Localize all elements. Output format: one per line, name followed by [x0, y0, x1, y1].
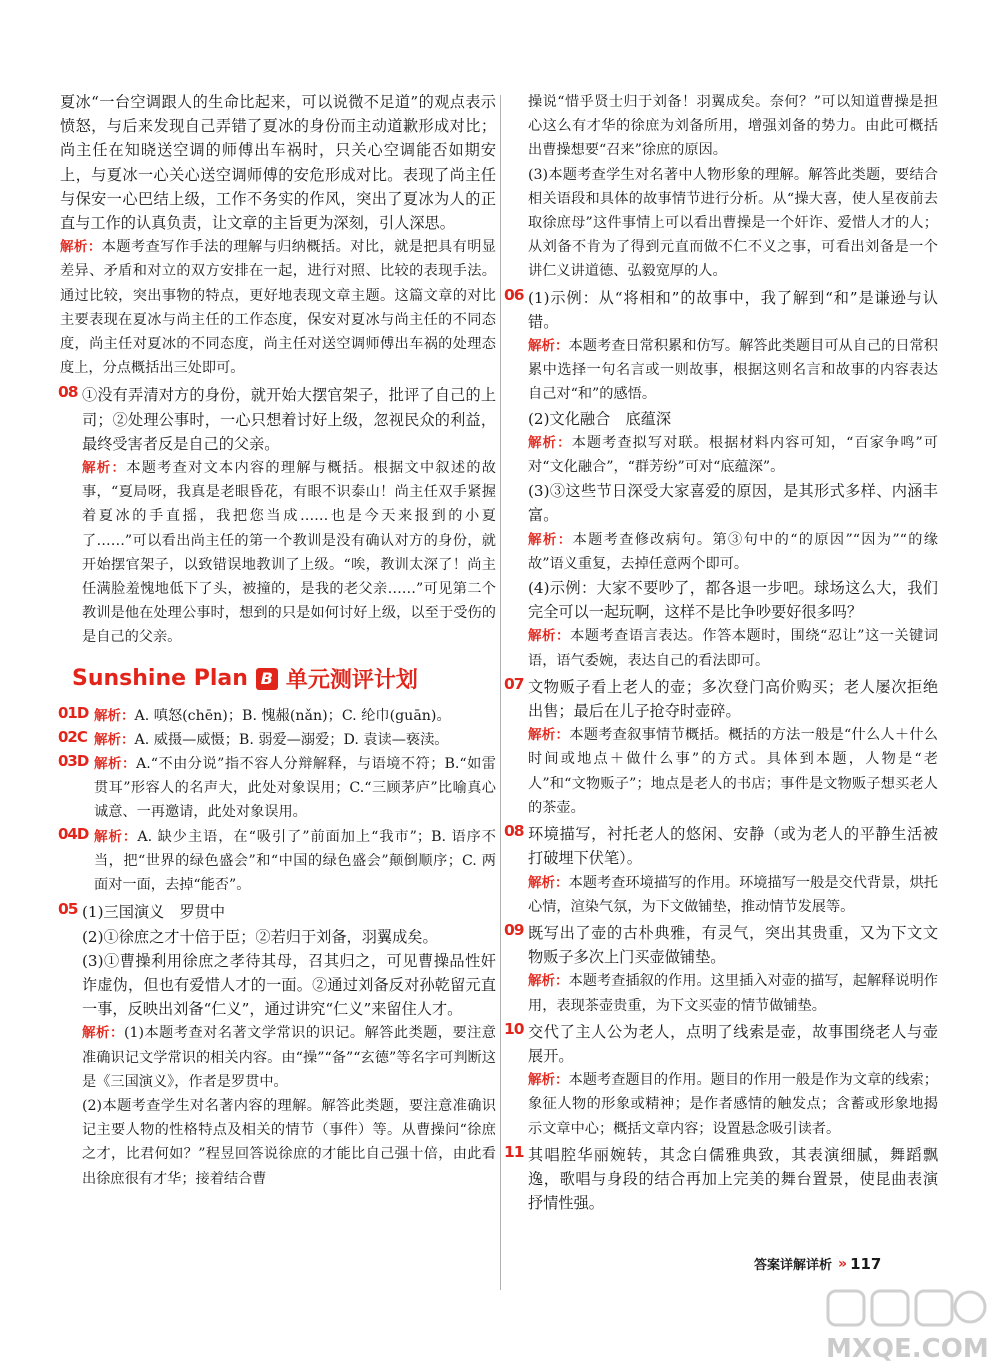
- analysis-text: 本题考查叙事情节概括。概括的方法一般是“什么人＋什么时间或地点＋做什么事”的方式。具体到本题，人物是“老人”和“文物贩子”；地点是老人的书店；事件是文物贩子想买老人的茶壶。: [528, 727, 938, 816]
- answer-part-2: (2)①徐庶之才十倍于臣；②若归于刘备，羽翼成矣。: [82, 927, 438, 946]
- question-09: [506, 921, 938, 1018]
- section-badge: B: [256, 668, 278, 690]
- question-07: [506, 675, 938, 820]
- analysis-block: [60, 235, 496, 380]
- answer-text: 文物贩子看上老人的壶；多次登门高价购买；老人屡次拒绝出售；最后在儿子抢夺时壶碎。: [528, 677, 938, 721]
- question-number: 01D: [58, 703, 89, 722]
- question-06: [506, 286, 938, 673]
- analysis-label: 解析：: [528, 338, 569, 355]
- analysis-text: 本题考查写作手法的理解与归纳概括。对比，就是把具有明显差异、矛盾和对立的双方安排在一起，进行对照、比较的表现手法。通过比较，突出事物的特点，更好地表现文章主题。这篇文章的对比主要表现在夏冰与尚主任的工作态度，保安对夏冰与尚主任的不同态度，尚主任对夏冰的不同态度，尚主任对送空调师傅出车祸的处理态度上，分点概括出三处即可。: [60, 239, 496, 377]
- question-number: 07: [504, 674, 524, 693]
- footer-label: 答案详解详析: [754, 1258, 833, 1273]
- continued-analysis-1: 操说“惜乎贤士归于刘备！羽翼成矣。奈何？”可以知道曹操是担心这么有才华的徐庶为刘备所用，增强刘备的势力。由此可概括出曹操想要“召来”徐庶的原因。: [528, 94, 938, 159]
- analysis-text: A. 威摄—威慑；B. 弱爱—溺爱；D. 袁读—亵渎。: [134, 731, 449, 748]
- analysis-label: 解析：: [94, 707, 135, 724]
- answer-text: 环境描写，衬托老人的悠闲、安静（或为老人的平静生活被打破埋下伏笔）。: [528, 825, 938, 868]
- analysis-text: 本题考查对文本内容的理解与概括。根据文中叙述的故事，“夏局呀，我真是老眼昏花，有眼不识泰山！尚主任双手紧握着夏冰的手直摇，我把您当成……也是今天来报到的小夏了……”可以看出尚主任的第一个教训是没有确认对方的身份，就开始摆官架子，以致错误地教训了上级。“唉，教训太深了！尚主任满脸羞愧地低下了头，被撞的，是我的老父亲……”可见第二个教训是他在处理公事时，想到的只是如何讨好上级，以至于受伤的是自己的父亲。: [82, 460, 496, 646]
- question-number: 08: [58, 383, 78, 402]
- analysis-text-2: (2)本题考查学生对名著内容的理解。解答此类题，要注意准确识记主要人物的性格特点及相关的情节（事件）等。从曹操问“徐庶之才，比君何如？”程昱回答说徐庶的才能比自己强十倍，由此看出徐庶很有才华；接着结合曹: [82, 1097, 496, 1187]
- answer-text: 既写出了壶的古朴典雅，有灵气，突出其贵重，又为下文文物贩子多次上门买壶做铺垫。: [528, 923, 938, 967]
- analysis-label: 解析：: [528, 628, 571, 645]
- analysis-label: 解析：: [528, 973, 569, 990]
- question-10: [506, 1020, 938, 1141]
- page-footer: [754, 1254, 881, 1273]
- analysis-block: [528, 334, 938, 407]
- question-number: 08: [504, 822, 524, 841]
- analysis-label: 解析：: [82, 460, 127, 477]
- analysis-block: [528, 528, 938, 576]
- answer-part-1: (1)示例：从“将相和”的故事中，我了解到“和”是谦逊与认错。: [528, 288, 938, 331]
- question-number: 11: [504, 1142, 524, 1161]
- analysis-block: [528, 624, 938, 672]
- analysis-block: [528, 969, 938, 1017]
- analysis-block: [82, 704, 496, 728]
- analysis-text: A.“不由分说”指不容人分辩解释，与语境不符；B.“如雷贯耳”形容人的名声大，此处对象误用；C.“三顾茅庐”比喻真心诚意、一再邀请，此处对象误用。: [94, 756, 496, 821]
- analysis-text: A. 嗔怒(chēn)；B. 愧赧(nǎn)；C. 纶巾(guān)。: [134, 707, 451, 724]
- answer-part-1: (1)三国演义 罗贯中: [82, 903, 226, 922]
- answer-part-3: (3)①曹操利用徐庶之孝待其母，召其归之，可见曹操品性奸诈虚伪，但也有爱惜人才的一面。②通过刘备反对孙乾留元直一事，反映出刘备“仁义”，通过讲究“仁义”来留住人才。: [82, 951, 496, 1019]
- question-number: 06: [504, 285, 524, 304]
- question-number: 10: [504, 1019, 524, 1038]
- continued-answer-text: 夏冰“一台空调跟人的生命比起来，可以说微不足道”的观点表示愤怒，与后来发现自己弄错了夏冰的身份而主动道歉形成对比；尚主任在知晓送空调的师傅出车祸时，只关心空调能否如期安上，与夏冰一心关心送空调师傅的安危形成对比。表现了尚主任与保安一心巴结上级，工作不务实的作风，突出了夏冰为人的正直与工作的认真负责，让文章的主旨更为深刻，引人深思。: [60, 93, 496, 233]
- analysis-label: 解析：: [528, 531, 573, 548]
- question-number: 05: [58, 900, 78, 919]
- analysis-block: [82, 456, 496, 650]
- analysis-text: 本题考查拟写对联。根据材料内容可知，“百家争鸣”可对“文化融合”，“群芳纷”可对“底蕴深”。: [528, 434, 938, 476]
- analysis-text: 本题考查插叙的作用。这里插入对壶的描写，起解释说明作用，表现茶壶贵重，为下文买壶的情节做铺垫。: [528, 973, 938, 1014]
- analysis-text: 本题考查语言表达。作答本题时，围绕“忍让”这一关键词语，语气委婉，表达自己的看法即可。: [528, 628, 939, 669]
- section-title: 单元测评计划: [285, 668, 418, 694]
- question-08-right: [506, 822, 938, 919]
- answer-part-3: (3)③这些节日深受大家喜爱的原因，是其形式多样、内涵丰富。: [528, 482, 938, 525]
- analysis-block: [528, 1068, 938, 1141]
- analysis-label: 解析：: [94, 731, 135, 748]
- analysis-text: 本题考查日常积累和仿写。解答此类题目可从自己的日常积累中选择一句名言或一则故事，根据这则名言和故事的内容表达自己对“和”的感悟。: [528, 338, 938, 403]
- analysis-block: [82, 1021, 496, 1094]
- analysis-label: 解析：: [528, 1072, 569, 1089]
- question-01: [60, 704, 496, 728]
- analysis-block: [82, 825, 496, 898]
- question-04: [60, 825, 496, 898]
- question-03: [60, 752, 496, 825]
- analysis-block: [528, 871, 938, 919]
- answer-part-4: (4)示例：大家不要吵了，都各退一步吧。球场这么大，我们完全可以一起玩啊，这样不是比争吵要好很多吗？: [528, 579, 938, 622]
- analysis-block: [82, 752, 496, 825]
- right-column: [506, 90, 938, 1215]
- question-number: 02C: [58, 727, 87, 746]
- question-number: 09: [504, 920, 524, 939]
- analysis-text: 本题考查修改病句。第③句中的“的原因”“因为”“的缘故”语义重复，去掉任意两个即可。: [528, 531, 938, 572]
- question-11: [506, 1143, 938, 1216]
- section-brand: Sunshine Plan: [72, 666, 248, 692]
- analysis-text: 本题考查题目的作用。题目的作用一般是作为文章的线索；象征人物的形象或精神；是作者感情的触发点；含蓄或形象地揭示文章中心；概括文章内容；设置悬念吸引读者。: [528, 1072, 938, 1137]
- left-column: [60, 90, 496, 1191]
- analysis-label: 解析：: [94, 756, 136, 773]
- analysis-text: 本题考查环境描写的作用。环境描写一般是交代背景，烘托心情，渲染气氛，为下文做铺垫，推动情节发展等。: [528, 874, 938, 915]
- double-chevron-icon: »: [838, 1255, 845, 1272]
- page-number: 117: [850, 1254, 882, 1273]
- svg-text:MXQE.COM: MXQE.COM: [826, 1334, 989, 1364]
- continued-analysis-2: (3)本题考查学生对名著中人物形象的理解。解答此类题，要结合相关语段和具体的故事情节进行分析。从“操大喜，使人星夜前去取徐庶母”这件事情上可以看出曹操是一个奸诈、爱惜人才的人；从刘备不肯为了得到元直而做不仁不义之事，可看出刘备是一个讲仁义讲道德、弘毅宽厚的人。: [528, 166, 938, 280]
- answer-text: 交代了主人公为老人，点明了线索是壶，故事围绕老人与壶展开。: [528, 1022, 938, 1065]
- analysis-block: [82, 728, 496, 752]
- question-number: 03D: [58, 752, 89, 771]
- answer-text: 其唱腔华丽婉转，其念白儒雅典致，其表演细腻，舞蹈飘逸，歌唱与身段的结合再加上完美的舞台置景，使昆曲表演抒情性强。: [528, 1145, 938, 1213]
- analysis-text: A. 缺少主语，在“吸引了”前面加上“我市”；B. 语序不当，把“世界的绿色盛会”和“中国的绿色盛会”颠倒顺序；C. 两面对一面，去掉“能否”。: [94, 828, 496, 894]
- question-05: [60, 900, 496, 1190]
- column-divider: [500, 95, 501, 1290]
- analysis-text-1: (1)本题考查对名著文学常识的识记。解答此类题，要注意准确识记文学常识的相关内容。由“操”“备”“玄德”等名字可判断这是《三国演义》，作者是罗贯中。: [82, 1025, 496, 1090]
- answer-text: ①没有弄清对方的身份，就开始大摆官架子，批评了自己的上司；②处理公事时，一心只想着讨好上级，忽视民众的利益，最终受害者反是自己的父亲。: [82, 386, 496, 453]
- analysis-block: [528, 431, 938, 479]
- analysis-block: [528, 723, 938, 820]
- question-02: [60, 728, 496, 752]
- question-number: 04D: [58, 824, 89, 843]
- analysis-label: 解析：: [60, 239, 102, 256]
- analysis-label: 解析：: [528, 727, 570, 744]
- analysis-label: 解析：: [528, 874, 569, 891]
- analysis-label: 解析：: [94, 828, 138, 845]
- section-header: [72, 664, 496, 694]
- analysis-label: 解析：: [82, 1025, 124, 1042]
- answer-part-2: (2)文化融合 底蕴深: [528, 409, 672, 428]
- watermark-logo: [820, 1285, 990, 1365]
- analysis-label: 解析：: [528, 434, 572, 451]
- question-08: [60, 383, 496, 649]
